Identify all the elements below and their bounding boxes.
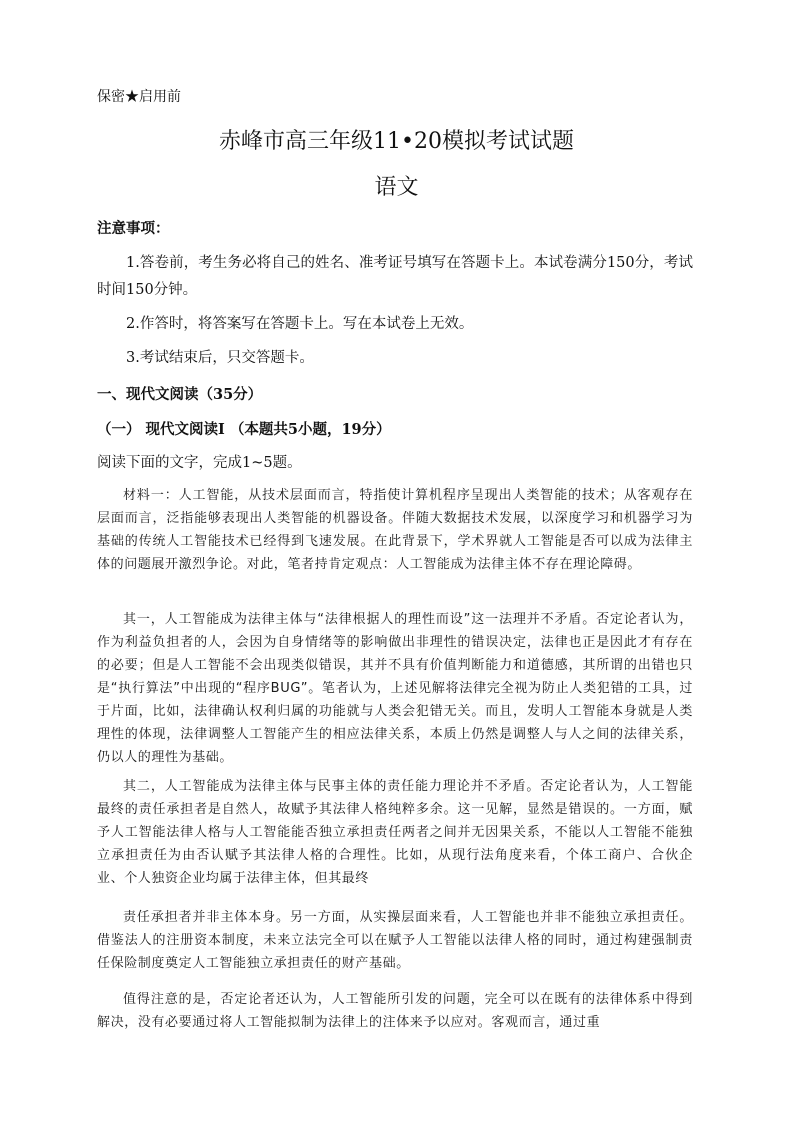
passage-paragraph-1: 材料一：人工智能，从技术层面而言，特指使计算机程序呈现出人类智能的技术；从客观存在层面而言，泛指能够表现出人类智能的机器设备。伴随大数据技术发展，以深度学习和机器学习为基础的传统人工智能技术已经得到飞速发展。在此背景下，学术界就人工智能是否可以成为法律主体的问题展开激烈争论。对此，笔者持肯定观点：人工智能成为法律主体不存在理论障碍。 [97, 488, 693, 572]
notice-item-2: 2.作答时，将答案写在答题卡上。写在本试卷上无效。 [126, 316, 474, 332]
passage-paragraph-5: 值得注意的是，否定论者还认为，人工智能所引发的问题，完全可以在既有的法律体系中得到解决，没有必要通过将人工智能拟制为法律上的注体来予以应对。客观而言，通过重 [97, 992, 693, 1030]
notice-item-1: 1.答卷前，考生务必将自己的姓名、准考证号填写在答题卡上。本试卷满分150分，考试时间150分钟。 [97, 255, 693, 298]
exam-title: 赤峰市高三年级11•20模拟考试试题 [219, 129, 574, 154]
passage-paragraph-4: 责任承担者并非主体本身。另一方面，从实操层面来看，人工智能也并非不能独立承担责任。借鉴法人的注册资本制度，未来立法完全可以在赋予人工智能以法律人格的同时，通过构建强制责任保险制度奠定人工智能独立承担责任的财产基础。 [97, 910, 693, 971]
notice-heading: 注意事项： [97, 220, 170, 237]
confidential-label: 保密★启用前 [97, 89, 181, 105]
subject-title: 语文 [374, 175, 419, 200]
subsection-heading: （一） 现代文阅读Ⅰ （本题共5小题，19分） [97, 421, 391, 438]
passage-paragraph-2: 其一，人工智能成为法律主体与“法律根据人的理性而设”这一法理并不矛盾。否定论者认为，作为利益负担者的人，会因为自身情绪等的影响做出非理性的错误决定，法律也正是因此才有存在的必要；但是人工智能不会出现类似错误，其并不具有价值判断能力和道德感，其所谓的出错也只是“执行算法”中出现的“程序BUG”。笔者认为，上述见解将法律完全视为防止人类犯错的工具，过于片面，比如，法律确认权利归属的功能就与人类会犯错无关。而且，发明人工智能本身就是人类理性的体现，法律调整人工智能产生的相应法律关系，本质上仍然是调整人与人之间的法律关系，仍以人的理性为基础。 [97, 612, 693, 765]
section-heading: 一、现代文阅读（35分） [97, 386, 263, 403]
passage-paragraph-3: 其二，人工智能成为法律主体与民事主体的责任能力理论并不矛盾。否定论者认为，人工智能最终的责任承担者是自然人，故赋予其法律人格纯粹多余。这一见解，显然是错误的。一方面，赋予人工智能法律人格与人工智能能否独立承担责任两者之间并无因果关系，不能以人工智能不能独立承担责任为由否认赋予其法律人格的合理性。比如，从现行法角度来看，个体工商户、合伙企业、个人独资企业均属于法律主体，但其最终 [97, 779, 693, 886]
reading-instruction: 阅读下面的文字，完成1~5题。 [97, 455, 302, 471]
notice-item-3: 3.考试结束后，只交答题卡。 [126, 350, 314, 366]
